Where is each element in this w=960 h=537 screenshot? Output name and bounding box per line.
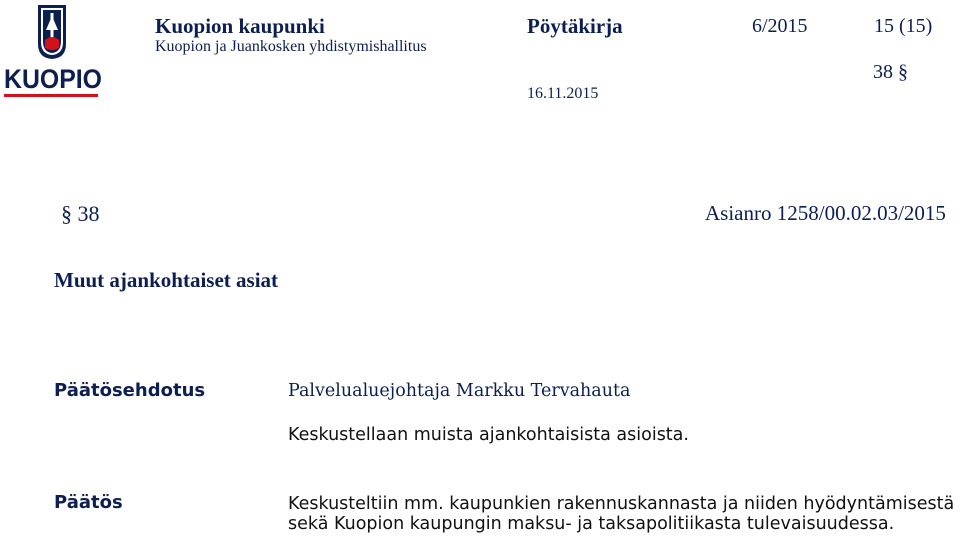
organization-name: Kuopion kaupunki [155, 14, 325, 38]
case-number: Asianro 1258/00.02.03/2015 [705, 201, 946, 225]
section-number: § 38 [61, 201, 100, 226]
document-number: 6/2015 [752, 15, 808, 37]
decision-label: Päätös [54, 492, 123, 513]
kuopio-coat-of-arms-icon [37, 4, 67, 60]
header-section-number: 38 § [873, 61, 908, 83]
document-type: Pöytäkirja [527, 14, 623, 38]
proposal-label: Päätösehdotus [54, 380, 206, 401]
page-indicator: 15 (15) [874, 15, 933, 37]
meeting-date: 16.11.2015 [527, 85, 599, 102]
logo-wordmark: KUOPIO [4, 64, 102, 94]
logo-red-rule [4, 94, 98, 97]
page-title: Muut ajankohtaiset asiat [54, 268, 279, 292]
board-name: Kuopion ja Juankosken yhdistymishallitus [155, 38, 427, 55]
decision-text-line-1: Keskusteltiin mm. kaupunkien rakennuskannasta ja niiden hyödyntämisestä [288, 494, 955, 514]
presenter: Palvelualuejohtaja Markku Tervahauta [288, 381, 631, 401]
proposal-text: Keskustellaan muista ajankohtaisista asioista. [288, 425, 689, 445]
kuopio-logo [4, 2, 100, 98]
decision-text-line-2: sekä Kuopion kaupungin maksu- ja taksapolitiikasta tulevaisuudessa. [288, 514, 895, 534]
